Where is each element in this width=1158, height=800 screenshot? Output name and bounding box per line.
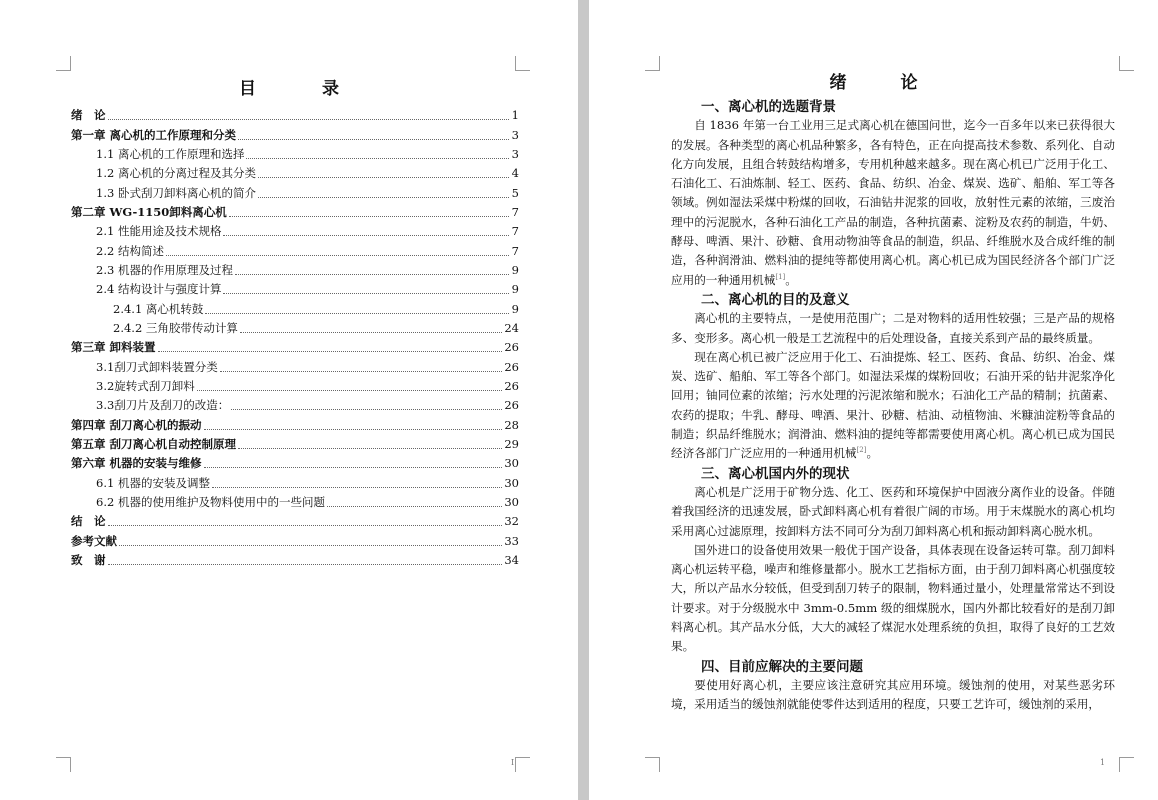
- toc-entry-label: 3.1刮刀式卸料装置分类: [96, 359, 218, 374]
- toc-entry[interactable]: [71, 104, 519, 123]
- toc-leader-dots: [223, 293, 509, 294]
- toc-entry[interactable]: [71, 413, 519, 432]
- margin-mark-top-left: [56, 56, 71, 71]
- section-heading-background: 一、离心机的选题背景: [701, 99, 836, 115]
- paragraph-text: 自 1836 年第一台工业用三足式离心机在德国问世，迄今一百多年以来已获得很大的发展。各种类型的离心机品种繁多，各有特色，正在向提高技术参数、系列化、自动化方向发展，且组合转鼓结构增多，专用机种越来越多。现在离心机已广泛用于化工、石油化工、石油炼制、轻工、医药、食品、纺织、冶金、煤炭、选矿、船舶、军工等各领域。例如湿法采煤中粉煤的回收，石油钻井泥浆的回收，放射性元素的浓缩，三废治理中的污泥脱水，各种石油化工产品的制造，各种抗菌素、淀粉及农药的制造，牛奶、酵母、啤酒、果汁、砂糖、食用动物油等食品的制造，织品、纤维脱水及合成纤维的制造，各种润滑油、燃料油的提纯等都使用离心机。离心机已成为国民经济各个部门广泛应用的一种通用机械: [671, 118, 1115, 287]
- toc-entry-label: 第三章 卸料装置: [71, 340, 156, 355]
- toc-list: [71, 104, 519, 568]
- toc-entry[interactable]: [71, 239, 519, 258]
- toc-leader-dots: [108, 119, 510, 120]
- paragraph: 要使用好离心机，主要应该注意研究其应用环境。缓蚀剂的使用，对某些恶劣环境，采用适当的缓蚀剂就能使零件达到适用的程度，只要工艺许可，缓蚀剂的采用，: [671, 677, 1115, 712]
- toc-entry[interactable]: [71, 181, 519, 200]
- toc-leader-dots: [229, 216, 509, 217]
- toc-entry-page: 9: [511, 282, 519, 297]
- toc-entry[interactable]: [71, 355, 519, 374]
- toc-entry-label: 2.4 结构设计与强度计算: [96, 282, 222, 297]
- toc-entry[interactable]: [71, 529, 519, 548]
- toc-entry-label: 3.2旋转式刮刀卸料: [96, 378, 195, 393]
- toc-entry[interactable]: [71, 491, 519, 510]
- toc-entry-page: 24: [504, 320, 519, 335]
- toc-entry[interactable]: [71, 143, 519, 162]
- page-gutter: [578, 0, 589, 800]
- margin-mark-bottom-right: [1119, 757, 1134, 772]
- citation-ref: [2]: [856, 446, 867, 455]
- toc-entry[interactable]: [71, 336, 519, 355]
- toc-entry-page: 29: [504, 436, 519, 451]
- paragraph-text: 现在离心机已被广泛应用于化工、石油提炼、轻工、医药、食品、纺织、冶金、煤炭、选矿、船舶、军工等各个部门。如湿法采煤的煤粉回收；石油开采的钻井泥浆净化回用；铀同位素的浓缩；污水处理的污泥浓缩和脱水；石油化工产品的精制；抗菌素、农药的提取；牛乳、酵母、啤酒、果汁、砂糖、桔油、动植物油、米糠油淀粉等食品的制造；织品纤维脱水；润滑油、燃料油的提纯等都需要使用离心机。离心机已成为国民经济各部门广泛应用的一种通用机械: [671, 349, 1115, 461]
- toc-entry[interactable]: [71, 549, 519, 568]
- toc-entry[interactable]: [71, 123, 519, 142]
- toc-entry-label: 3.3刮刀片及刮刀的改造：: [96, 398, 230, 413]
- toc-entry-page: 32: [504, 514, 519, 529]
- toc-entry[interactable]: [71, 259, 519, 278]
- toc-entry[interactable]: [71, 433, 519, 452]
- right-page-number: 1: [1100, 758, 1106, 767]
- margin-mark-bottom-left: [56, 757, 71, 772]
- toc-leader-dots: [240, 332, 502, 333]
- margin-mark-top-right: [515, 56, 530, 71]
- toc-leader-dots: [327, 506, 502, 507]
- toc-entry-page: 30: [504, 456, 519, 471]
- toc-title: 目 录: [239, 79, 369, 99]
- toc-entry[interactable]: [71, 510, 519, 529]
- toc-entry[interactable]: [71, 278, 519, 297]
- toc-entry-page: 26: [504, 398, 519, 413]
- section-heading-status: 三、离心机国内外的现状: [701, 465, 850, 482]
- toc-leader-dots: [238, 139, 509, 140]
- toc-entry-page: 30: [504, 494, 519, 509]
- toc-entry-label: 第五章 刮刀离心机自动控制原理: [71, 436, 237, 451]
- paragraph: 离心机的主要特点，一是使用范围广；二是对物料的适用性较强；三是产品的规格多、变形多。离心机一般是工艺流程中的后处理设备，直接关系到产品的最终质量。: [671, 311, 1115, 345]
- paragraph: 离心机是广泛用于矿物分选、化工、医药和环境保护中固液分离作业的设备。伴随着我国经济的迅速发展，卧式卸料离心机有着很广阔的市场。用于末煤脱水的离心机均采用离心过滤原理，按卸料方法不同可分为刮刀卸料离心机和振动卸料离心脱水机。: [671, 484, 1115, 538]
- paragraph-end: 。: [785, 272, 797, 287]
- paragraph-end: 。: [866, 446, 879, 461]
- toc-entry-label: 2.2 结构简述: [96, 243, 164, 258]
- toc-entry[interactable]: [71, 375, 519, 394]
- toc-leader-dots: [246, 158, 509, 159]
- intro-title: 绪 论: [829, 73, 942, 93]
- toc-entry-page: 5: [511, 185, 519, 200]
- paragraph: [671, 116, 1115, 290]
- toc-leader-dots: [212, 487, 502, 488]
- toc-entry-page: 3: [511, 146, 519, 161]
- intro-body: [671, 97, 1115, 715]
- toc-leader-dots: [119, 545, 502, 546]
- toc-entry-page: 1: [511, 108, 519, 123]
- margin-mark-bottom-right: [515, 757, 530, 772]
- toc-leader-dots: [197, 390, 503, 391]
- toc-leader-dots: [204, 467, 503, 468]
- toc-entry-label: 结 论: [71, 514, 106, 529]
- toc-page: [0, 0, 578, 800]
- toc-entry[interactable]: [71, 201, 519, 220]
- toc-entry-page: 26: [504, 378, 519, 393]
- toc-entry[interactable]: [71, 394, 519, 413]
- toc-entry-page: 9: [511, 301, 519, 316]
- toc-entry-label: 第二章 WG-1150卸料离心机: [71, 204, 227, 219]
- toc-entry-label: 6.1 机器的安装及调整: [96, 475, 210, 490]
- toc-entry-page: 26: [504, 340, 519, 355]
- toc-entry[interactable]: [71, 297, 519, 316]
- toc-leader-dots: [166, 255, 509, 256]
- toc-entry-label: 6.2 机器的使用维护及物料使用中的一些问题: [96, 494, 325, 509]
- toc-entry[interactable]: [71, 471, 519, 490]
- toc-entry-page: 3: [511, 127, 519, 142]
- toc-entry-page: 4: [511, 166, 519, 181]
- toc-leader-dots: [158, 351, 503, 352]
- margin-mark-bottom-left: [645, 757, 660, 772]
- toc-entry-page: 7: [511, 204, 519, 219]
- left-page-number: I: [511, 758, 515, 767]
- toc-entry-label: 绪 论: [71, 108, 106, 123]
- toc-entry-page: 26: [504, 359, 519, 374]
- toc-entry-page: 7: [511, 243, 519, 258]
- toc-entry[interactable]: [71, 317, 519, 336]
- paragraph: 国外进口的设备使用效果一般优于国产设备，具体表现在设备运转可靠。刮刀卸料离心机运转平稳，噪声和维修量都小。脱水工艺指标方面，由于刮刀卸料离心机强度较大，所以产品水分较低，但受到刮刀转子的限制，物料通过量小，处理量常常达不到设计要求。对于分级脱水中 3mm-0.5mm 级的细煤脱水，国内外都比较看好的是刮刀卸料离心机。其产品水分低，大大的减轻了煤泥水处理系统的负担，取得了良好的工艺效果。: [671, 542, 1115, 654]
- toc-entry-label: 1.1 离心机的工作原理和选择: [96, 146, 245, 161]
- toc-entry-label: 参考文献: [71, 533, 117, 548]
- toc-leader-dots: [235, 274, 509, 275]
- toc-entry[interactable]: [71, 162, 519, 181]
- toc-entry-label: 2.4.1 离心机转鼓: [113, 301, 204, 316]
- toc-entry-label: 2.4.2 三角胶带传动计算: [113, 320, 238, 335]
- toc-entry[interactable]: [71, 452, 519, 471]
- toc-leader-dots: [108, 525, 503, 526]
- toc-leader-dots: [258, 177, 509, 178]
- toc-leader-dots: [204, 429, 503, 430]
- toc-leader-dots: [231, 409, 502, 410]
- toc-entry-page: 34: [504, 552, 519, 567]
- toc-entry[interactable]: [71, 220, 519, 239]
- citation-ref: [1]: [775, 272, 786, 281]
- toc-entry-label: 2.3 机器的作用原理及过程: [96, 262, 233, 277]
- paragraph: [671, 348, 1115, 464]
- toc-entry-label: 第一章 离心机的工作原理和分类: [71, 127, 237, 142]
- toc-entry-page: 28: [504, 417, 519, 432]
- toc-leader-dots: [220, 371, 503, 372]
- toc-entry-label: 2.1 性能用途及技术规格: [96, 224, 222, 239]
- toc-entry-page: 9: [511, 262, 519, 277]
- section-heading-problems: 四、目前应解决的主要问题: [701, 658, 863, 675]
- toc-leader-dots: [108, 564, 503, 565]
- toc-entry-page: 7: [511, 224, 519, 239]
- toc-entry-label: 第六章 机器的安装与维修: [71, 456, 202, 471]
- toc-leader-dots: [258, 197, 509, 198]
- toc-leader-dots: [205, 313, 509, 314]
- toc-entry-label: 致 谢: [71, 552, 106, 567]
- toc-leader-dots: [223, 235, 509, 236]
- toc-entry-label: 1.3 卧式刮刀卸料离心机的简介: [96, 185, 256, 200]
- toc-entry-page: 33: [504, 533, 519, 548]
- toc-entry-page: 30: [504, 475, 519, 490]
- section-heading-purpose: 二、离心机的目的及意义: [701, 291, 850, 308]
- toc-entry-label: 第四章 刮刀离心机的振动: [71, 417, 202, 432]
- toc-entry-label: 1.2 离心机的分离过程及其分类: [96, 166, 256, 181]
- intro-page: [589, 0, 1158, 800]
- toc-leader-dots: [238, 448, 502, 449]
